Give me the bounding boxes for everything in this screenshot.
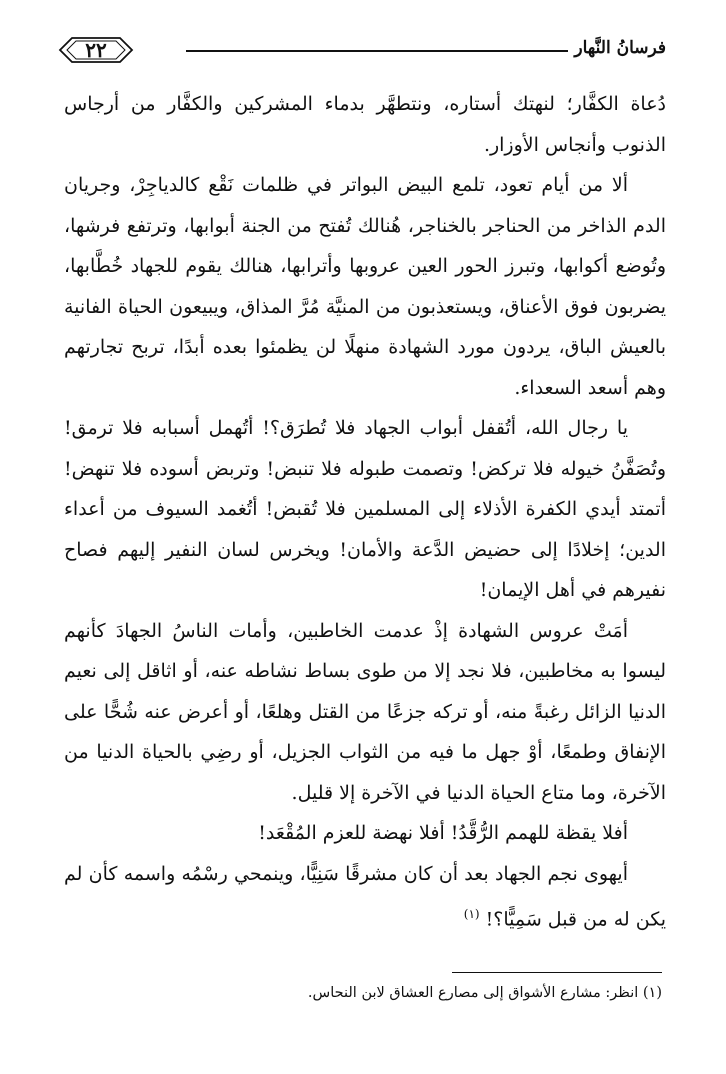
footnote: (١) انظر: مشارع الأشواق إلى مصارع العشاق لابن النحاس. [307,985,662,1001]
paragraph: دُعاة الكفَّار؛ لنهتك أستاره، ونتطهَّر بدماء المشركين والكفَّار من أرجاس الذنوب وأنجاس الأوزار. [64,93,666,156]
paragraph: ألا من أيام تعود، تلمع البيض البواتر في ظلمات نَقْع كالدياجِرْ، وجريان الدم الذاخر من الحناجر بالخناجر، هُنالك تُفتح من الجنة أبوابها، وترتفع فرشها، وتُوضع أكوابها، وتبرز الحور العين عروبها وأترابها، هنالك يقوم للجهاد خُطَّابها، يضربون فوق الأعناق، ويستعذبون من المنيَّة مُرَّ المذاق، ويبيعون الحياة الفانية بالعيش الباق، يردون مورد الشهادة منهلًا لن يظمئوا بعده أبدًا، تربح تجارتهم وهم أسعد السعداء. [64,174,666,399]
footnote-reference: (١) [463,907,480,921]
paragraph-text: أيهوى نجم الجهاد بعد أن كان مشرقًا سَنِيًّا، وينمحي رسْمُه واسمه كأن لم يكن له من قبل سَمِيًّا؟! [64,862,666,931]
header-divider [186,50,568,52]
paragraph: يا رجال الله، أتُقفل أبواب الجهاد فلا تُطرَق؟! أتُهمل أسبابه فلا ترمق! وتُصَفَّنُ خيوله فلا تركض! وتصمت طبوله فلا تنبض! وتربض أسوده فلا تنهض! أتمتد أيدي الكفرة الأذلاء إلى المسلمين فلا تُقبض! أتُغمد السيوف من أعداء الدين؛ إخلادًا إلى حضيض الدَّعة والأمان! ويخرس لسان النفير إليهم فصاح نفيرهم في أهل الإيمان! [64,417,666,601]
main-text [64,84,666,940]
paragraph: أمَتْ عروس الشهادة إذْ عدمت الخاطبين، وأمات الناسُ الجهادَ كأنهم ليسوا به مخاطبين، فلا نجد إلا من طوى بساط نشاطه عنه، أو اثاقل إلى نعيم الدنيا الزائل رغبةً منه، أو تركه جزعًا من القتل وهلعًا، أو أعرض عنه شُحًّا على الإنفاق وطمعًا، أوْ جهل ما فيه من الثواب الجزيل، أو رضِي بالحياة الدنيا من الآخرة، وما متاع الحياة الدنيا في الآخرة إلا قليل. [64,619,666,804]
paragraph-with-note [64,854,666,940]
page-number: ٢٢ [85,38,107,62]
page-number-frame [58,36,134,64]
footnote-divider [452,972,662,973]
paragraph: أفلا يقظة للهمم الرُّقَّدُ! أفلا نهضة للعزم المُقْعَد! [258,822,628,844]
running-title: فرسانُ النَّهار [574,38,666,58]
page-header [58,36,666,66]
